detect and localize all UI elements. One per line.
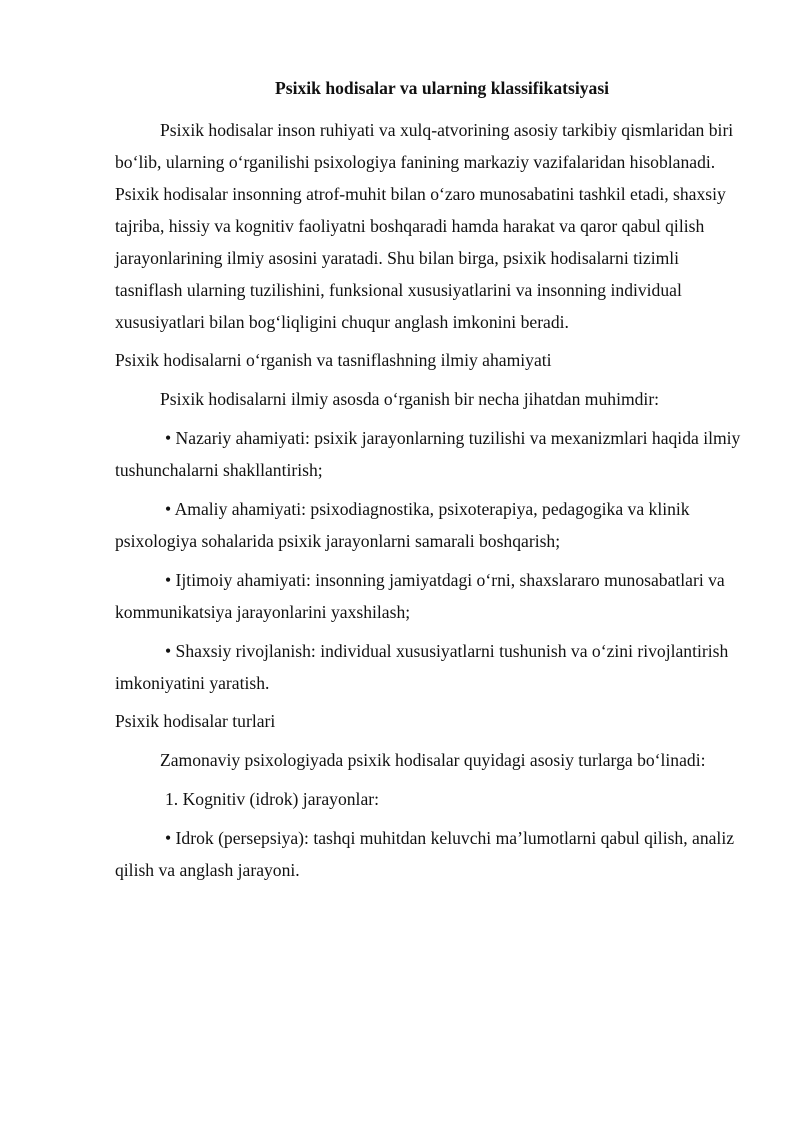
- document-body: [115, 72, 745, 886]
- bullet-personal: • Shaxsiy rivojlanish: individual xususiyatlarni tushunish va o‘zini rivojlantirish imkoniyatini yaratish.: [115, 641, 729, 693]
- section-heading-types: Psixik hodisalar turlari: [115, 711, 276, 731]
- list-item-cognitive: 1. Kognitiv (idrok) jarayonlar:: [165, 789, 380, 809]
- bullet-theoretical: • Nazariy ahamiyati: psixik jarayonlarning tuzilishi va mexanizmlari haqida ilmiy tushunchalarni shakllantirish;: [115, 428, 741, 480]
- bullet-social: • Ijtimoiy ahamiyati: insonning jamiyatdagi o‘rni, shaxslararo munosabatlari va kommunikatsiya jarayonlarini yaxshilash;: [115, 570, 725, 622]
- bullet-perception: • Idrok (persepsiya): tashqi muhitdan keluvchi ma’lumotlarni qabul qilish, analiz qilish va anglash jarayoni.: [115, 828, 735, 880]
- intro-paragraph: Psixik hodisalar inson ruhiyati va xulq-atvorining asosiy tarkibiy qismlaridan biri bo‘lib, ularning o‘rganilishi psixologiya fanining markaziy vazifalaridan hisoblanadi. Psixik hodisalar insonning atrof-muhit bilan o‘zaro munosabatini tashkil etadi, shaxsiy tajriba, hissiy va kognitiv faoliyatni boshqaradi hamda harakat va qaror qabul qilish jarayonlarining ilmiy asosini yaratadi. Shu bilan birga, psixik hodisalarni tizimli tasniflash ularning tuzilishini, funksional xususiyatlarini va insonning individual xususiyatlari bilan bog‘liqligini chuqur anglash imkonini beradi.: [115, 120, 734, 332]
- section-lead-importance: Psixik hodisalarni ilmiy asosda o‘rganish bir necha jihatdan muhimdir:: [160, 389, 660, 409]
- section-lead-types: Zamonaviy psixologiyada psixik hodisalar quyidagi asosiy turlarga bo‘linadi:: [160, 750, 706, 770]
- bullet-practical: • Amaliy ahamiyati: psixodiagnostika, psixoterapiya, pedagogika va klinik psixologiya sohalarida psixik jarayonlarni samarali boshqarish;: [115, 499, 690, 551]
- section-heading-importance: Psixik hodisalarni o‘rganish va tasniflashning ilmiy ahamiyati: [115, 350, 552, 370]
- document-title: Psixik hodisalar va ularning klassifikatsiyasi: [275, 78, 610, 98]
